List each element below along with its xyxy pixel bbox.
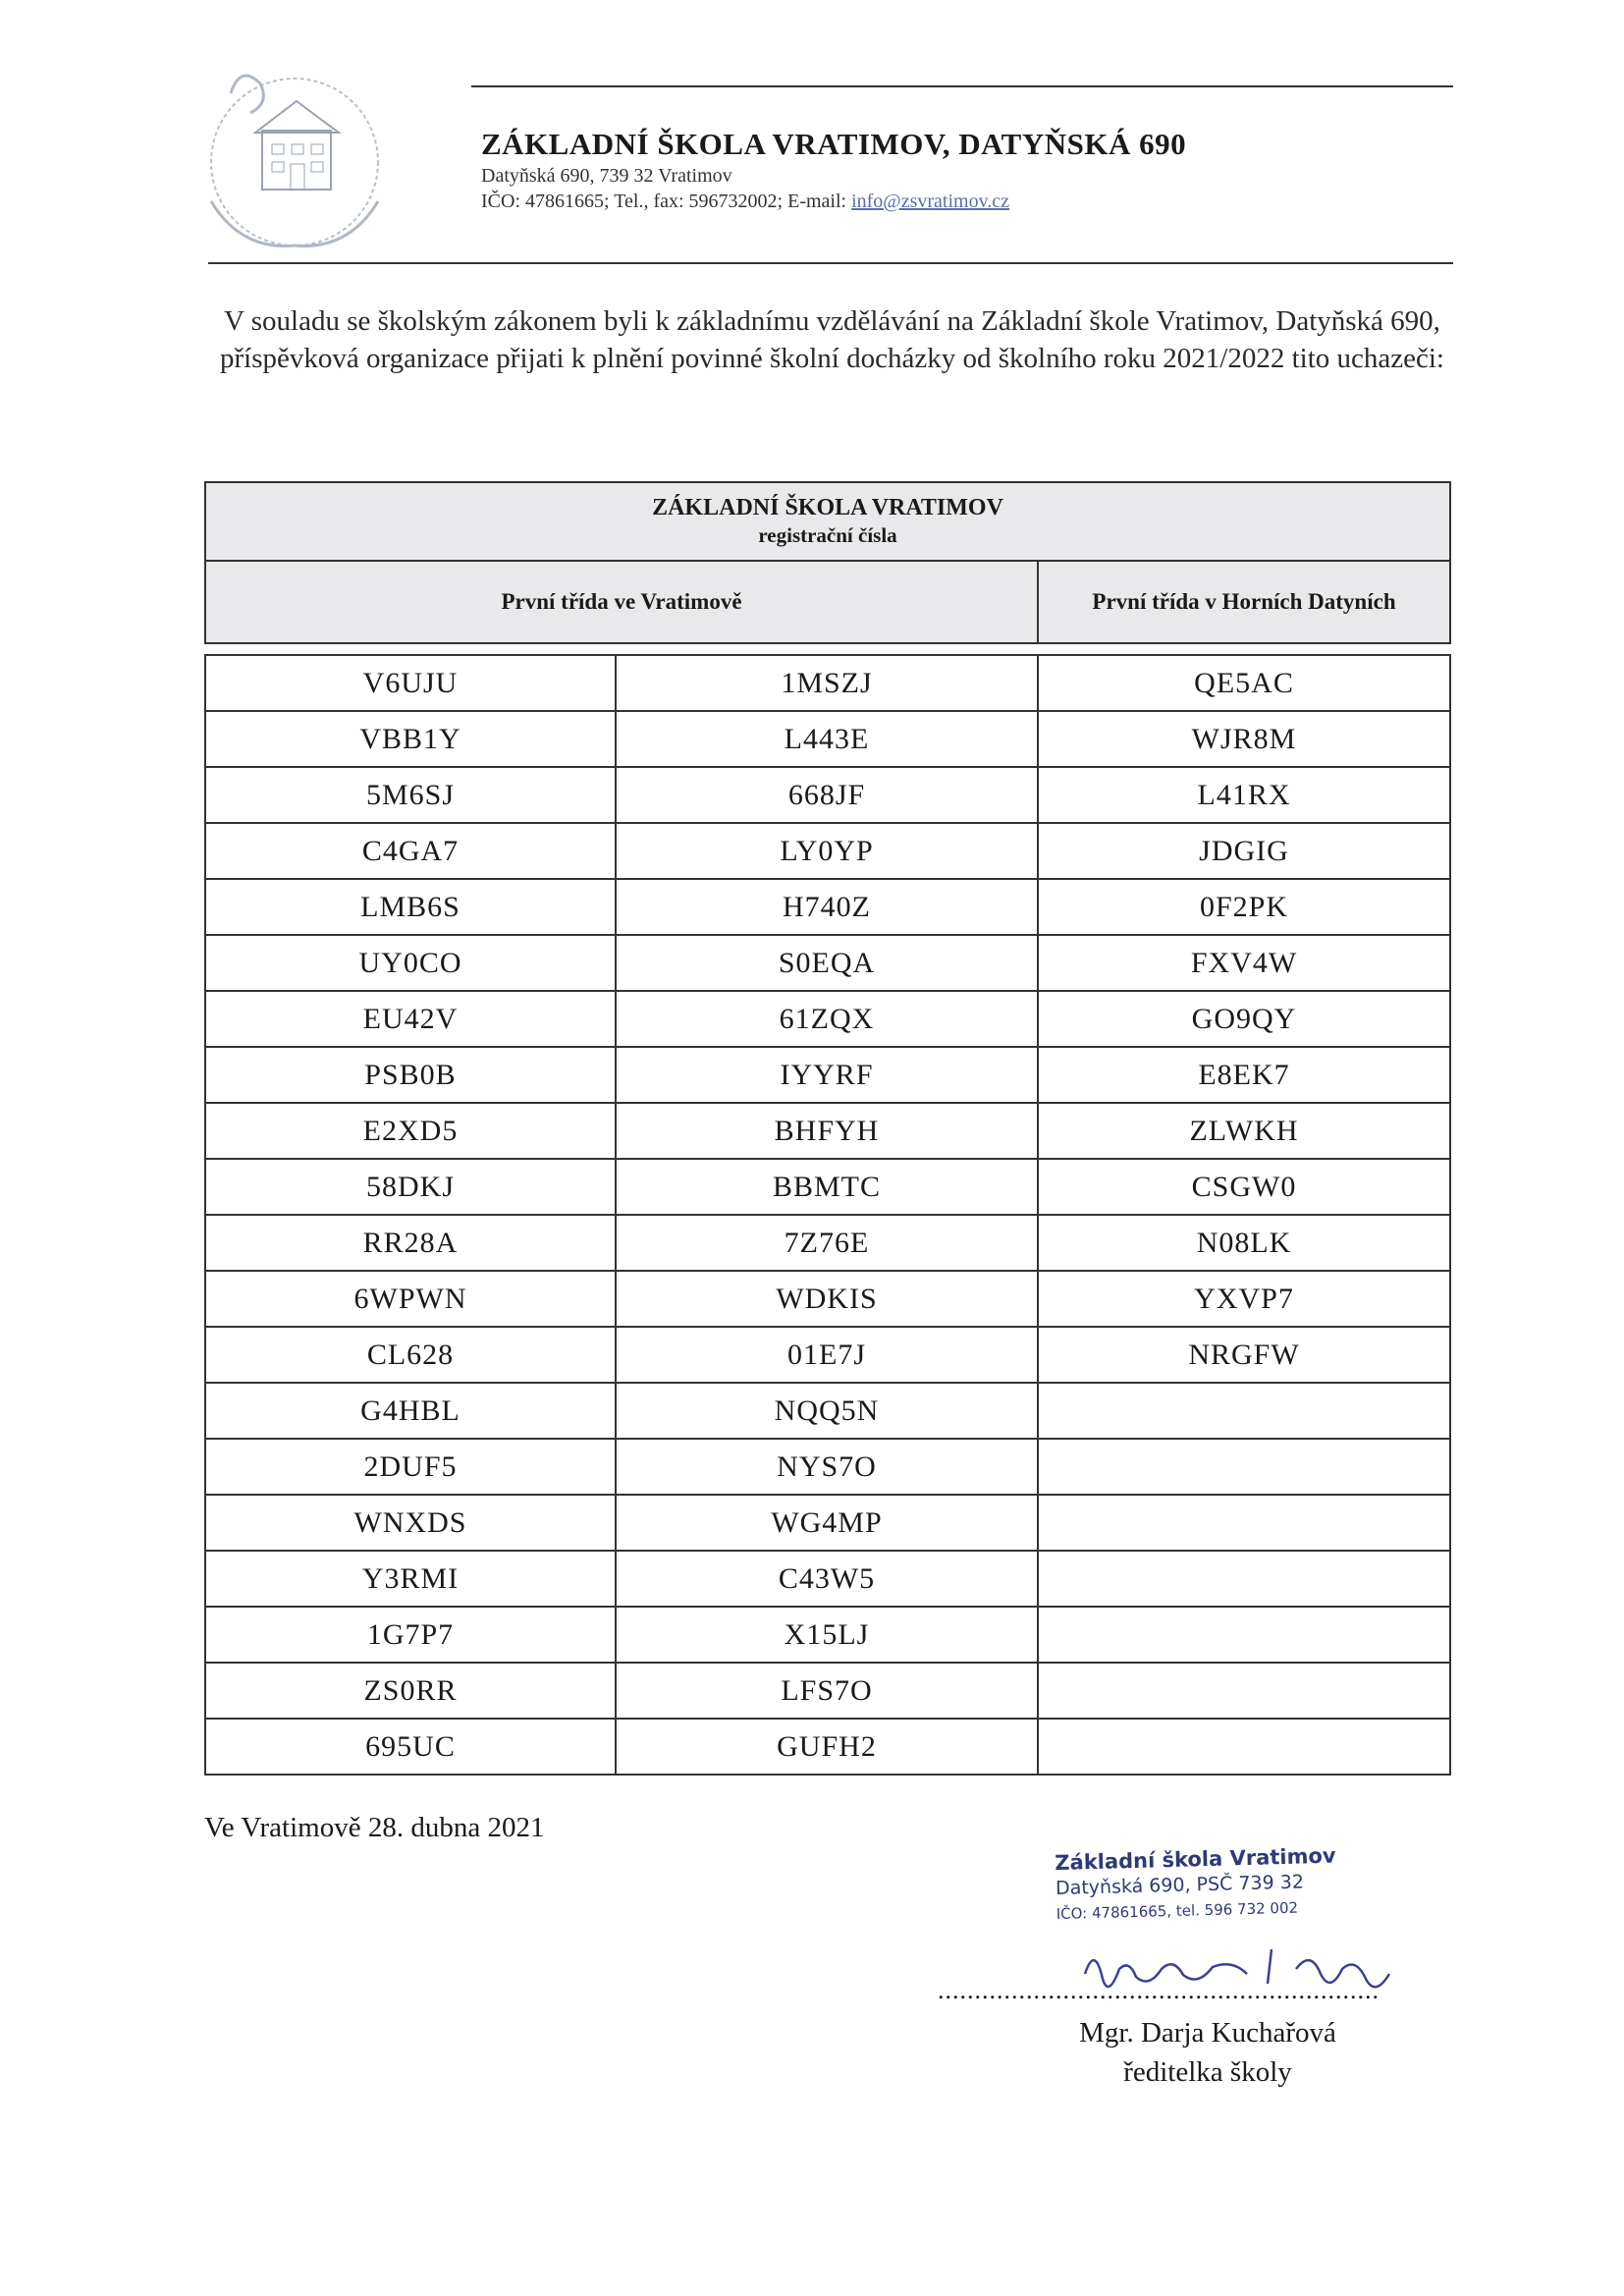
registration-code-cell — [1038, 1495, 1450, 1551]
registration-code-cell: 668JF — [616, 767, 1038, 823]
registration-code-cell: G4HBL — [205, 1383, 616, 1439]
school-contact — [481, 189, 1186, 214]
registration-code-cell — [1038, 1719, 1450, 1775]
date-line: Ve Vratimově 28. dubna 2021 — [204, 1812, 545, 1843]
registration-code-cell: 5M6SJ — [205, 767, 616, 823]
table-row — [205, 1383, 1450, 1439]
registration-code-cell — [1038, 1607, 1450, 1663]
registration-code-cell: S0EQA — [616, 935, 1038, 991]
signer-role: ředitelka školy — [1123, 2056, 1292, 2088]
registration-code-cell: CL628 — [205, 1327, 616, 1383]
table-row — [205, 1439, 1450, 1495]
registration-code-cell: WDKIS — [616, 1271, 1038, 1327]
table-row — [205, 1215, 1450, 1271]
letterhead — [481, 126, 1186, 214]
registration-code-cell: WG4MP — [616, 1495, 1038, 1551]
registration-code-cell: E2XD5 — [205, 1103, 616, 1159]
table-row — [205, 1607, 1450, 1663]
table-row — [205, 935, 1450, 991]
table-row — [205, 711, 1450, 767]
registration-code-cell: L443E — [616, 711, 1038, 767]
signer-block — [992, 2013, 1424, 2092]
registration-code-cell: LMB6S — [205, 879, 616, 935]
registration-code-cell: BBMTC — [616, 1159, 1038, 1215]
registration-code-cell: V6UJU — [205, 655, 616, 711]
stamp-line-1: Základní škola Vratimov — [1055, 1843, 1336, 1876]
registration-code-cell: FXV4W — [1038, 935, 1450, 991]
registration-code-cell: X15LJ — [616, 1607, 1038, 1663]
registration-code-cell: GO9QY — [1038, 991, 1450, 1047]
contact-info: IČO: 47861665; Tel., fax: 596732002; E-mail: — [481, 191, 852, 212]
table-title-cell — [205, 482, 1450, 561]
school-logo — [201, 54, 398, 265]
registration-code-cell: IYYRF — [616, 1047, 1038, 1103]
table-row — [205, 767, 1450, 823]
registration-code-cell: LFS7O — [616, 1663, 1038, 1719]
signature-line: ............................................................ — [938, 1976, 1380, 2004]
registration-code-cell: WNXDS — [205, 1495, 616, 1551]
registration-code-cell: ZLWKH — [1038, 1103, 1450, 1159]
signer-name: Mgr. Darja Kuchařová — [1079, 2017, 1336, 2049]
school-name: ZÁKLADNÍ ŠKOLA VRATIMOV, DATYŇSKÁ 690 — [481, 127, 1187, 161]
email-link[interactable]: info@zsvratimov.cz — [851, 191, 1010, 212]
table-row — [205, 655, 1450, 711]
registration-code-cell: 6WPWN — [205, 1271, 616, 1327]
table-row — [205, 823, 1450, 879]
registration-code-cell: NQQ5N — [616, 1383, 1038, 1439]
registration-code-cell: BHFYH — [616, 1103, 1038, 1159]
header-rule-bottom — [208, 262, 1453, 264]
registration-code-cell — [1038, 1551, 1450, 1607]
table-title: ZÁKLADNÍ ŠKOLA VRATIMOV — [652, 495, 1003, 520]
table-row — [205, 1271, 1450, 1327]
registration-code-cell: E8EK7 — [1038, 1047, 1450, 1103]
registration-code-cell: N08LK — [1038, 1215, 1450, 1271]
registration-code-cell: C4GA7 — [205, 823, 616, 879]
table-row — [205, 1047, 1450, 1103]
registration-code-cell: YXVP7 — [1038, 1271, 1450, 1327]
registration-code-cell: PSB0B — [205, 1047, 616, 1103]
registration-code-cell: WJR8M — [1038, 711, 1450, 767]
table-row — [205, 991, 1450, 1047]
table-row — [205, 1327, 1450, 1383]
registration-code-cell: Y3RMI — [205, 1551, 616, 1607]
registration-code-cell: QE5AC — [1038, 655, 1450, 711]
table-row — [205, 879, 1450, 935]
column-header-vratimov: První třída ve Vratimově — [205, 561, 1038, 643]
stamp-line-3: IČO: 47861665, tel. 596 732 002 — [1056, 1898, 1299, 1924]
registration-code-cell: 58DKJ — [205, 1159, 616, 1215]
registration-code-cell: LY0YP — [616, 823, 1038, 879]
registration-code-cell — [1038, 1383, 1450, 1439]
registration-code-cell — [1038, 1663, 1450, 1719]
registration-code-cell: 01E7J — [616, 1327, 1038, 1383]
registration-code-cell: GUFH2 — [616, 1719, 1038, 1775]
registration-code-cell: L41RX — [1038, 767, 1450, 823]
registration-code-cell: NRGFW — [1038, 1327, 1450, 1383]
table-row — [205, 1103, 1450, 1159]
intro-paragraph: V souladu se školským zákonem byli k základnímu vzdělávání na Základní škole Vratimov, Datyňská 690, příspěvková organizace přijati k plnění povinné školní docházky od školního roku 2021/2022 tito uchazeči: — [220, 305, 1444, 374]
registration-code-cell: C43W5 — [616, 1551, 1038, 1607]
registration-code-cell — [1038, 1439, 1450, 1495]
registration-code-cell: 2DUF5 — [205, 1439, 616, 1495]
registration-code-cell: 1G7P7 — [205, 1607, 616, 1663]
registration-code-cell: 1MSZJ — [616, 655, 1038, 711]
registration-table — [204, 481, 1451, 1776]
registration-code-cell: 0F2PK — [1038, 879, 1450, 935]
table-row — [205, 1551, 1450, 1607]
stamp-line-2: Datyňská 690, PSČ 739 32 — [1055, 1871, 1305, 1900]
table-row — [205, 1495, 1450, 1551]
registration-code-cell: 7Z76E — [616, 1215, 1038, 1271]
registration-code-cell: ZS0RR — [205, 1663, 616, 1719]
registration-rows — [205, 655, 1450, 1775]
table-spacer — [205, 643, 1450, 655]
table-subtitle: registrační čísla — [758, 523, 897, 547]
registration-code-cell: 695UC — [205, 1719, 616, 1775]
registration-code-cell: CSGW0 — [1038, 1159, 1450, 1215]
school-address: Datyňská 690, 739 32 Vratimov — [481, 165, 732, 187]
registration-code-cell: H740Z — [616, 879, 1038, 935]
table-row — [205, 1663, 1450, 1719]
table-row — [205, 1719, 1450, 1775]
header-rule-top — [471, 85, 1453, 87]
registration-code-cell: VBB1Y — [205, 711, 616, 767]
column-header-datyne: První třída v Horních Datyních — [1038, 561, 1450, 643]
registration-code-cell: UY0CO — [205, 935, 616, 991]
table-row — [205, 1159, 1450, 1215]
school-stamp — [1055, 1842, 1361, 1927]
registration-code-cell: 61ZQX — [616, 991, 1038, 1047]
registration-code-cell: NYS7O — [616, 1439, 1038, 1495]
registration-code-cell: RR28A — [205, 1215, 616, 1271]
registration-code-cell: JDGIG — [1038, 823, 1450, 879]
registration-code-cell: EU42V — [205, 991, 616, 1047]
